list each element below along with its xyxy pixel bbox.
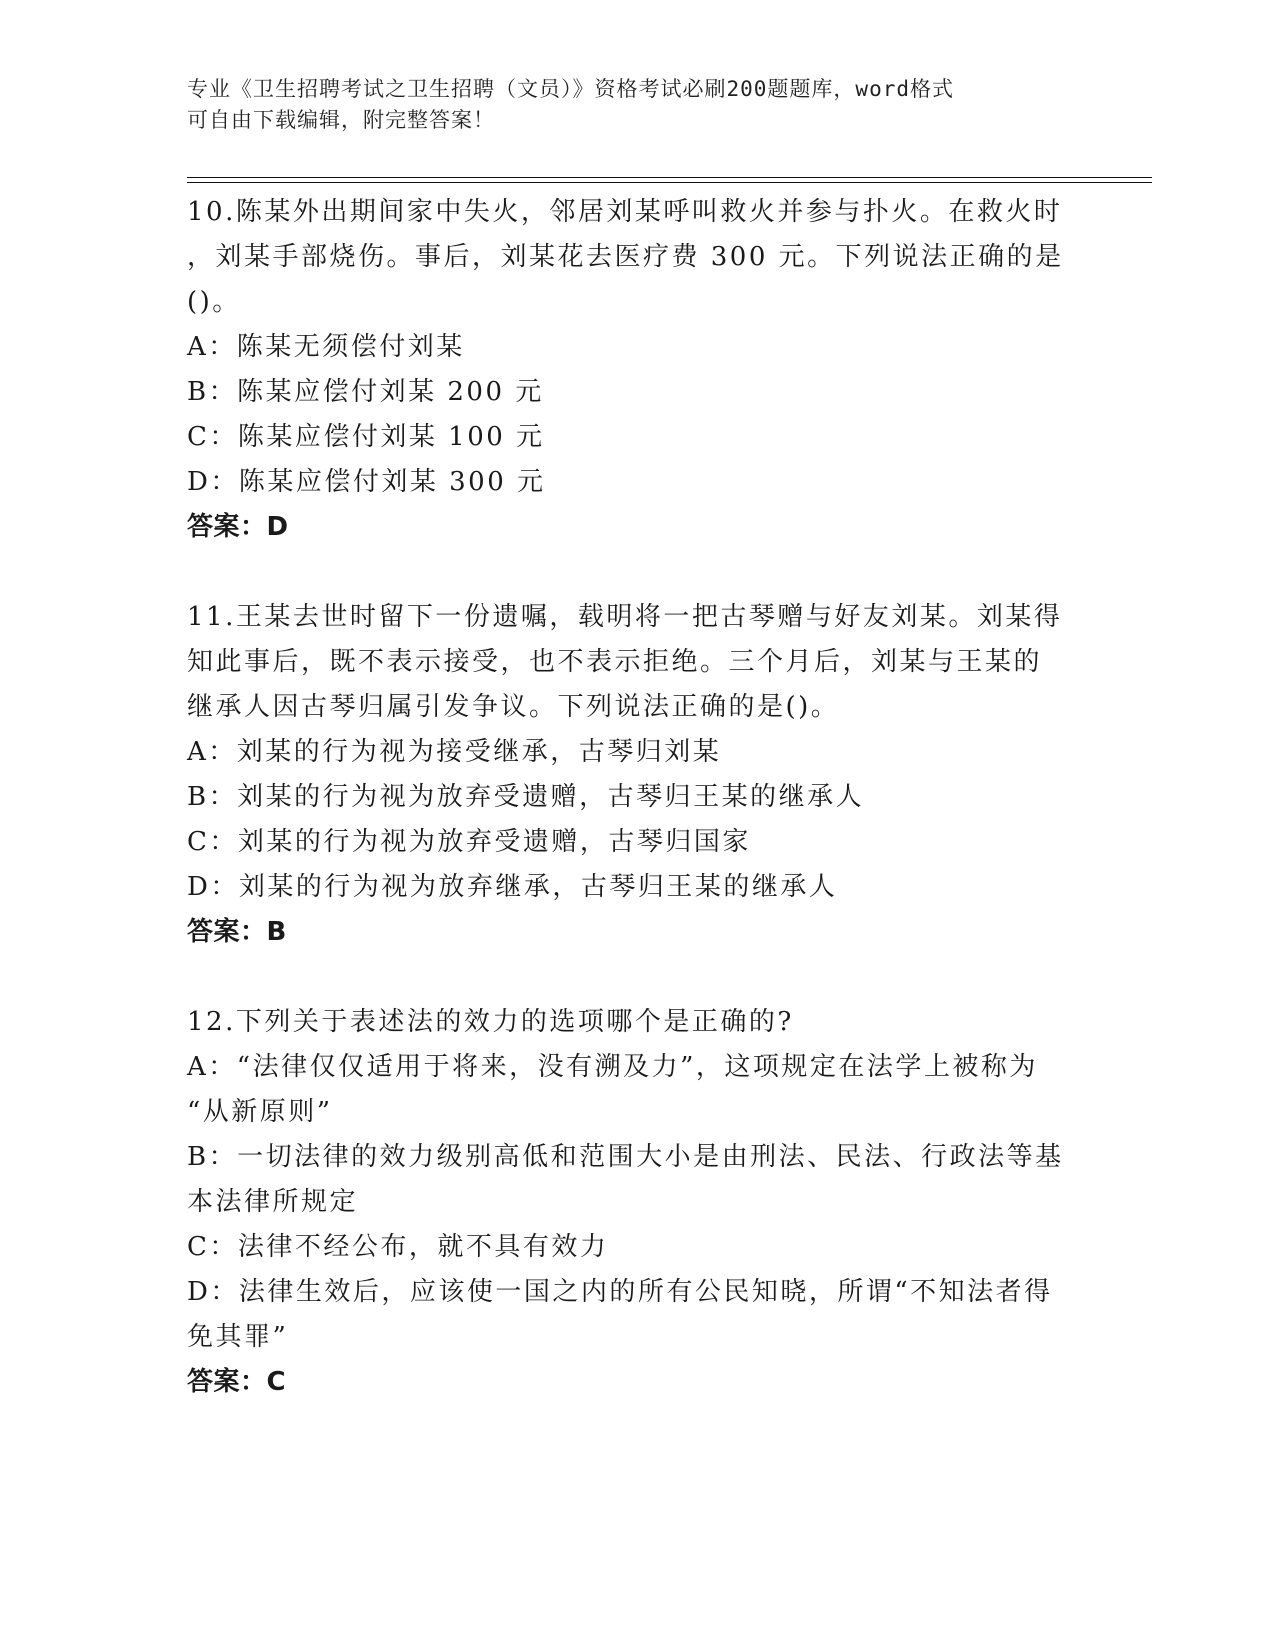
option-a-continued: “从新原则” xyxy=(187,1097,333,1127)
option-a: A：陈某无须偿付刘某 xyxy=(187,332,465,362)
option-d-continued: 免其罪” xyxy=(187,1322,289,1352)
question-12 xyxy=(187,1000,1067,1405)
question-text: 知此事后，既不表示接受，也不表示拒绝。三个月后，刘某与王某的 xyxy=(187,647,1043,677)
option-d: D：法律生效后，应该使一国之内的所有公民知晓，所谓“不知法者得 xyxy=(187,1277,1053,1307)
question-text: 继承人因古琴归属引发争议。下列说法正确的是()。 xyxy=(187,692,840,722)
question-text: 12.下列关于表述法的效力的选项哪个是正确的? xyxy=(187,1007,794,1037)
option-a: A：刘某的行为视为接受继承，古琴归刘某 xyxy=(187,737,722,767)
spacer xyxy=(187,550,1067,595)
header-line: 专业《卫生招聘考试之卫生招聘（文员）》资格考试必刷200题题库，word格式 xyxy=(187,77,954,101)
question-text: ，刘某手部烧伤。事后，刘某花去医疗费 300 元。下列说法正确的是 xyxy=(187,242,1064,272)
spacer xyxy=(187,955,1067,1000)
option-c: C：法律不经公布，就不具有效力 xyxy=(187,1232,609,1262)
answer-label: 答案：B xyxy=(187,917,287,947)
header-line: 可自由下载编辑，附完整答案！ xyxy=(187,108,495,132)
question-text: ()。 xyxy=(187,287,241,317)
option-b: B：一切法律的效力级别高低和范围大小是由刑法、民法、行政法等基 xyxy=(187,1142,1064,1172)
option-b-continued: 本法律所规定 xyxy=(187,1187,359,1217)
option-c: C：陈某应偿付刘某 100 元 xyxy=(187,422,545,452)
question-10 xyxy=(187,190,1067,550)
question-list xyxy=(187,190,1067,1405)
header-divider-bottom xyxy=(187,182,1152,183)
option-b: B：陈某应偿付刘某 200 元 xyxy=(187,377,544,407)
option-b: B：刘某的行为视为放弃受遗赠，古琴归王某的继承人 xyxy=(187,782,865,812)
option-d: D：陈某应偿付刘某 300 元 xyxy=(187,467,546,497)
option-d: D：刘某的行为视为放弃继承，古琴归王某的继承人 xyxy=(187,872,838,902)
question-text: 11.王某去世时留下一份遗嘱，载明将一把古琴赠与好友刘某。刘某得 xyxy=(187,602,1063,632)
answer-label: 答案：D xyxy=(187,512,289,542)
document-header xyxy=(187,74,1087,136)
question-11 xyxy=(187,595,1067,955)
header-divider-top xyxy=(187,177,1152,178)
answer-label: 答案：C xyxy=(187,1367,287,1397)
option-a: A：“法律仅仅适用于将来，没有溯及力”，这项规定在法学上被称为 xyxy=(187,1052,1038,1082)
option-c: C：刘某的行为视为放弃受遗赠，古琴归国家 xyxy=(187,827,751,857)
question-text: 10.陈某外出期间家中失火，邻居刘某呼叫救火并参与扑火。在救火时 xyxy=(187,197,1063,227)
